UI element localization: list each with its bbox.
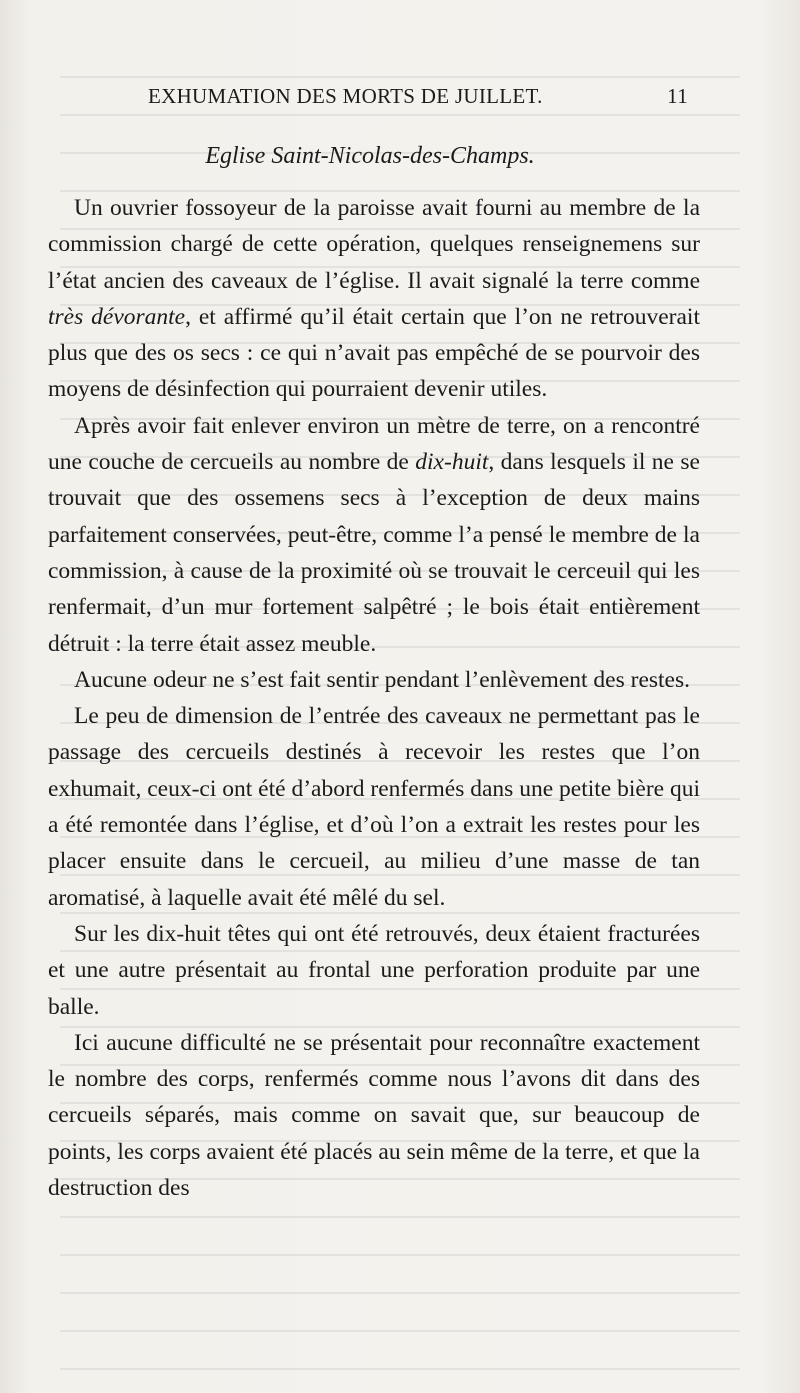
running-header [48,84,696,110]
section-title: Eglise Saint-Nicolas-des-Champs. [205,143,535,169]
paragraph: Aucune odeur ne s’est fait sentir pendant l’enlèvement des restes. [74,666,691,693]
running-title: EXHUMATION DES MORTS DE JUILLET. [148,84,543,108]
paragraph: Ici aucune difficulté ne se présentait pour reconnaître exactement le nombre des corps, renfermés comme nous l’avons dit dans des cercueils séparés, mais comme on savait que, sur beaucoup de points, les corps avaient été placés au sein même de la terre, et que la destruction des [48,1029,700,1202]
paragraph: Après avoir fait enlever environ un mètre de terre, on a rencontré une couche de cercueils au nombre de dix-huit, dans lesquels il ne se trouvait que des ossemens secs à l’exception de deux mains parfaitement conservées, peut-être, comme l’a pensé le membre de la commission, à cause de la proximité où se trouvait le cerceuil qui les renfermait, d’un mur fortement salpêtré ; le bois était entièrement détruit : la terre était assez meuble. [48,412,700,657]
body-text [48,190,700,1206]
paragraph: Sur les dix-huit têtes qui ont été retrouvés, deux étaient fracturées et une autre présentait au frontal une perforation produite par une balle. [48,920,700,1020]
paragraph: Un ouvrier fossoyeur de la paroisse avait fourni au membre de la commission chargé de cette opération, quelques renseignemens sur l’état ancien des caveaux de l’église. Il avait signalé la terre comme très dévorante, et affirmé qu’il était certain que l’on ne retrouverait plus que des os secs : ce qui n’avait pas empêché de se pourvoir des moyens de désinfection qui pourraient devenir utiles. [48,195,700,403]
emphasis: dix-huit [415,449,489,476]
emphasis: très dévorante [48,303,186,330]
paragraph: Le peu de dimension de l’entrée des caveaux ne permettant pas le passage des cercueils destinés à recevoir les restes que l’on exhumait, ceux-ci ont été d’abord renfermés dans une petite bière qui a été remontée dans l’église, et d’où l’on a extrait les restes pour les placer ensuite dans le cercueil, au milieu d’une masse de tan aromatisé, à laquelle avait été mêlé du sel. [48,703,700,911]
page-number: 11 [667,84,688,108]
